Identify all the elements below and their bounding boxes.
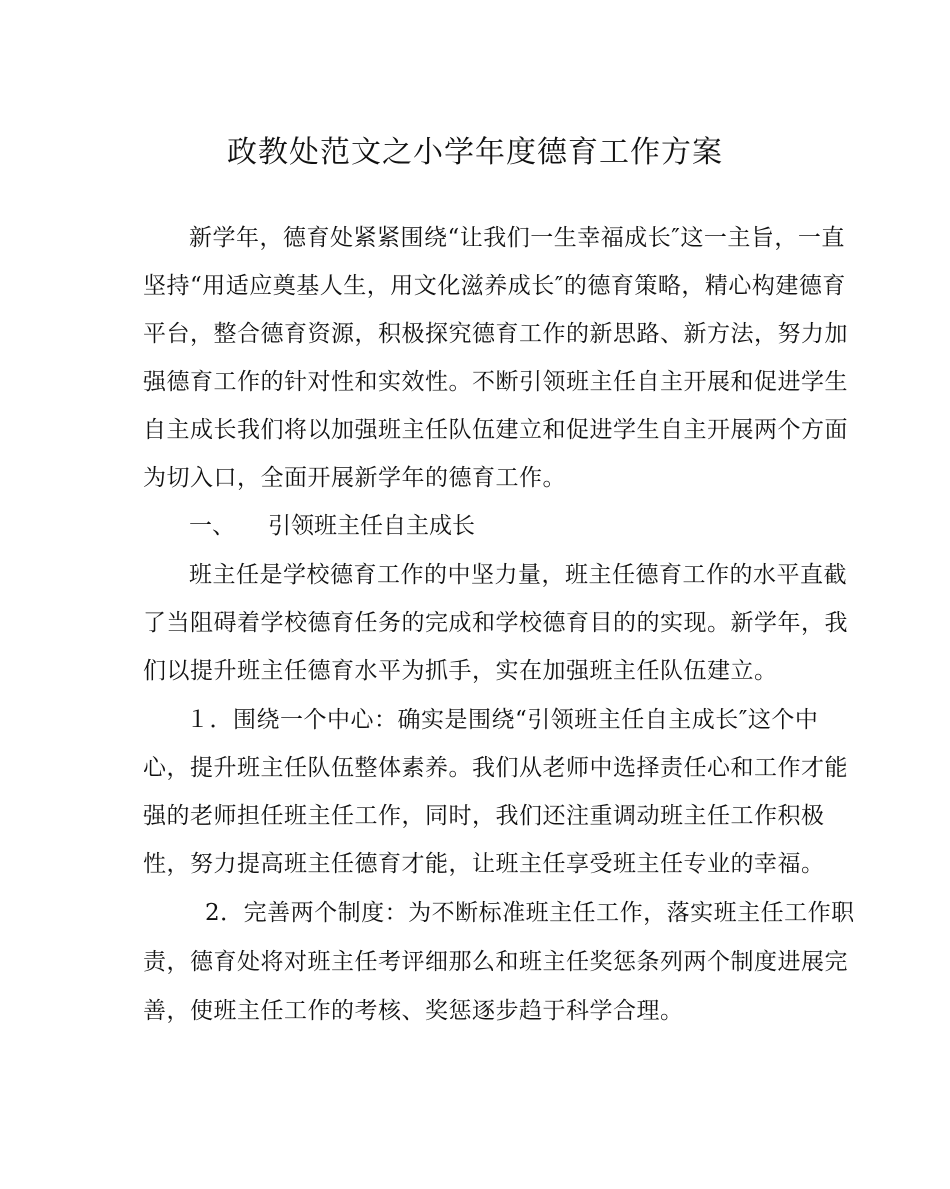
item1-line-4: 性，努力提高班主任德育才能，让班主任享受班主任专业的幸福。 xyxy=(143,851,825,877)
item2-line-3: 善，使班主任工作的考核、奖惩逐步趋于科学合理。 xyxy=(143,998,684,1024)
para2-line-3: 们以提升班主任德育水平为抓手，实在加强班主任队伍建立。 xyxy=(143,658,778,684)
item1-line-2: 心，提升班主任队伍整体素养。我们从老师中选择责任心和工作才能 xyxy=(143,755,848,781)
intro-line-5: 自主成长我们将以加强班主任队伍建立和促进学生自主开展两个方面 xyxy=(143,417,848,443)
intro-line-2: 坚持“用适应奠基人生，用文化滋养成长″的德育策略，精心构建德育 xyxy=(143,273,846,299)
section-1-title: 引领班主任自主成长 xyxy=(268,513,475,539)
intro-line-3: 平台，整合德育资源，积极探究德育工作的新思路、新方法，努力加 xyxy=(143,321,848,347)
item1-line-1: １．围绕一个中心：确实是围绕“引领班主任自主成长″这个中 xyxy=(186,707,819,733)
item2-line-2: 责，德育处将对班主任考评细那么和班主任奖惩条列两个制度进展完 xyxy=(143,949,848,975)
intro-line-1: 新学年，德育处紧紧围绕“让我们一生幸福成长″这一主旨，一直 xyxy=(189,225,845,251)
para2-line-1: 班主任是学校德育工作的中坚力量，班主任德育工作的水平直截 xyxy=(189,562,847,588)
item2-line-1: 2．完善两个制度：为不断标准班主任工作，落实班主任工作职 xyxy=(205,900,855,926)
item1-line-3: 强的老师担任班主任工作，同时，我们还注重调动班主任工作积极 xyxy=(143,803,825,829)
para2-line-2: 了当阻碍着学校德育任务的完成和学校德育目的的实现。新学年，我 xyxy=(143,610,848,636)
intro-line-4: 强德育工作的针对性和实效性。不断引领班主任自主开展和促进学生 xyxy=(143,369,848,395)
intro-line-6: 为切入口，全面开展新学年的德育工作。 xyxy=(143,465,566,491)
document-title: 政教处范文之小学年度德育工作方案 xyxy=(227,135,723,170)
section-1-number: 一、 xyxy=(189,513,235,539)
